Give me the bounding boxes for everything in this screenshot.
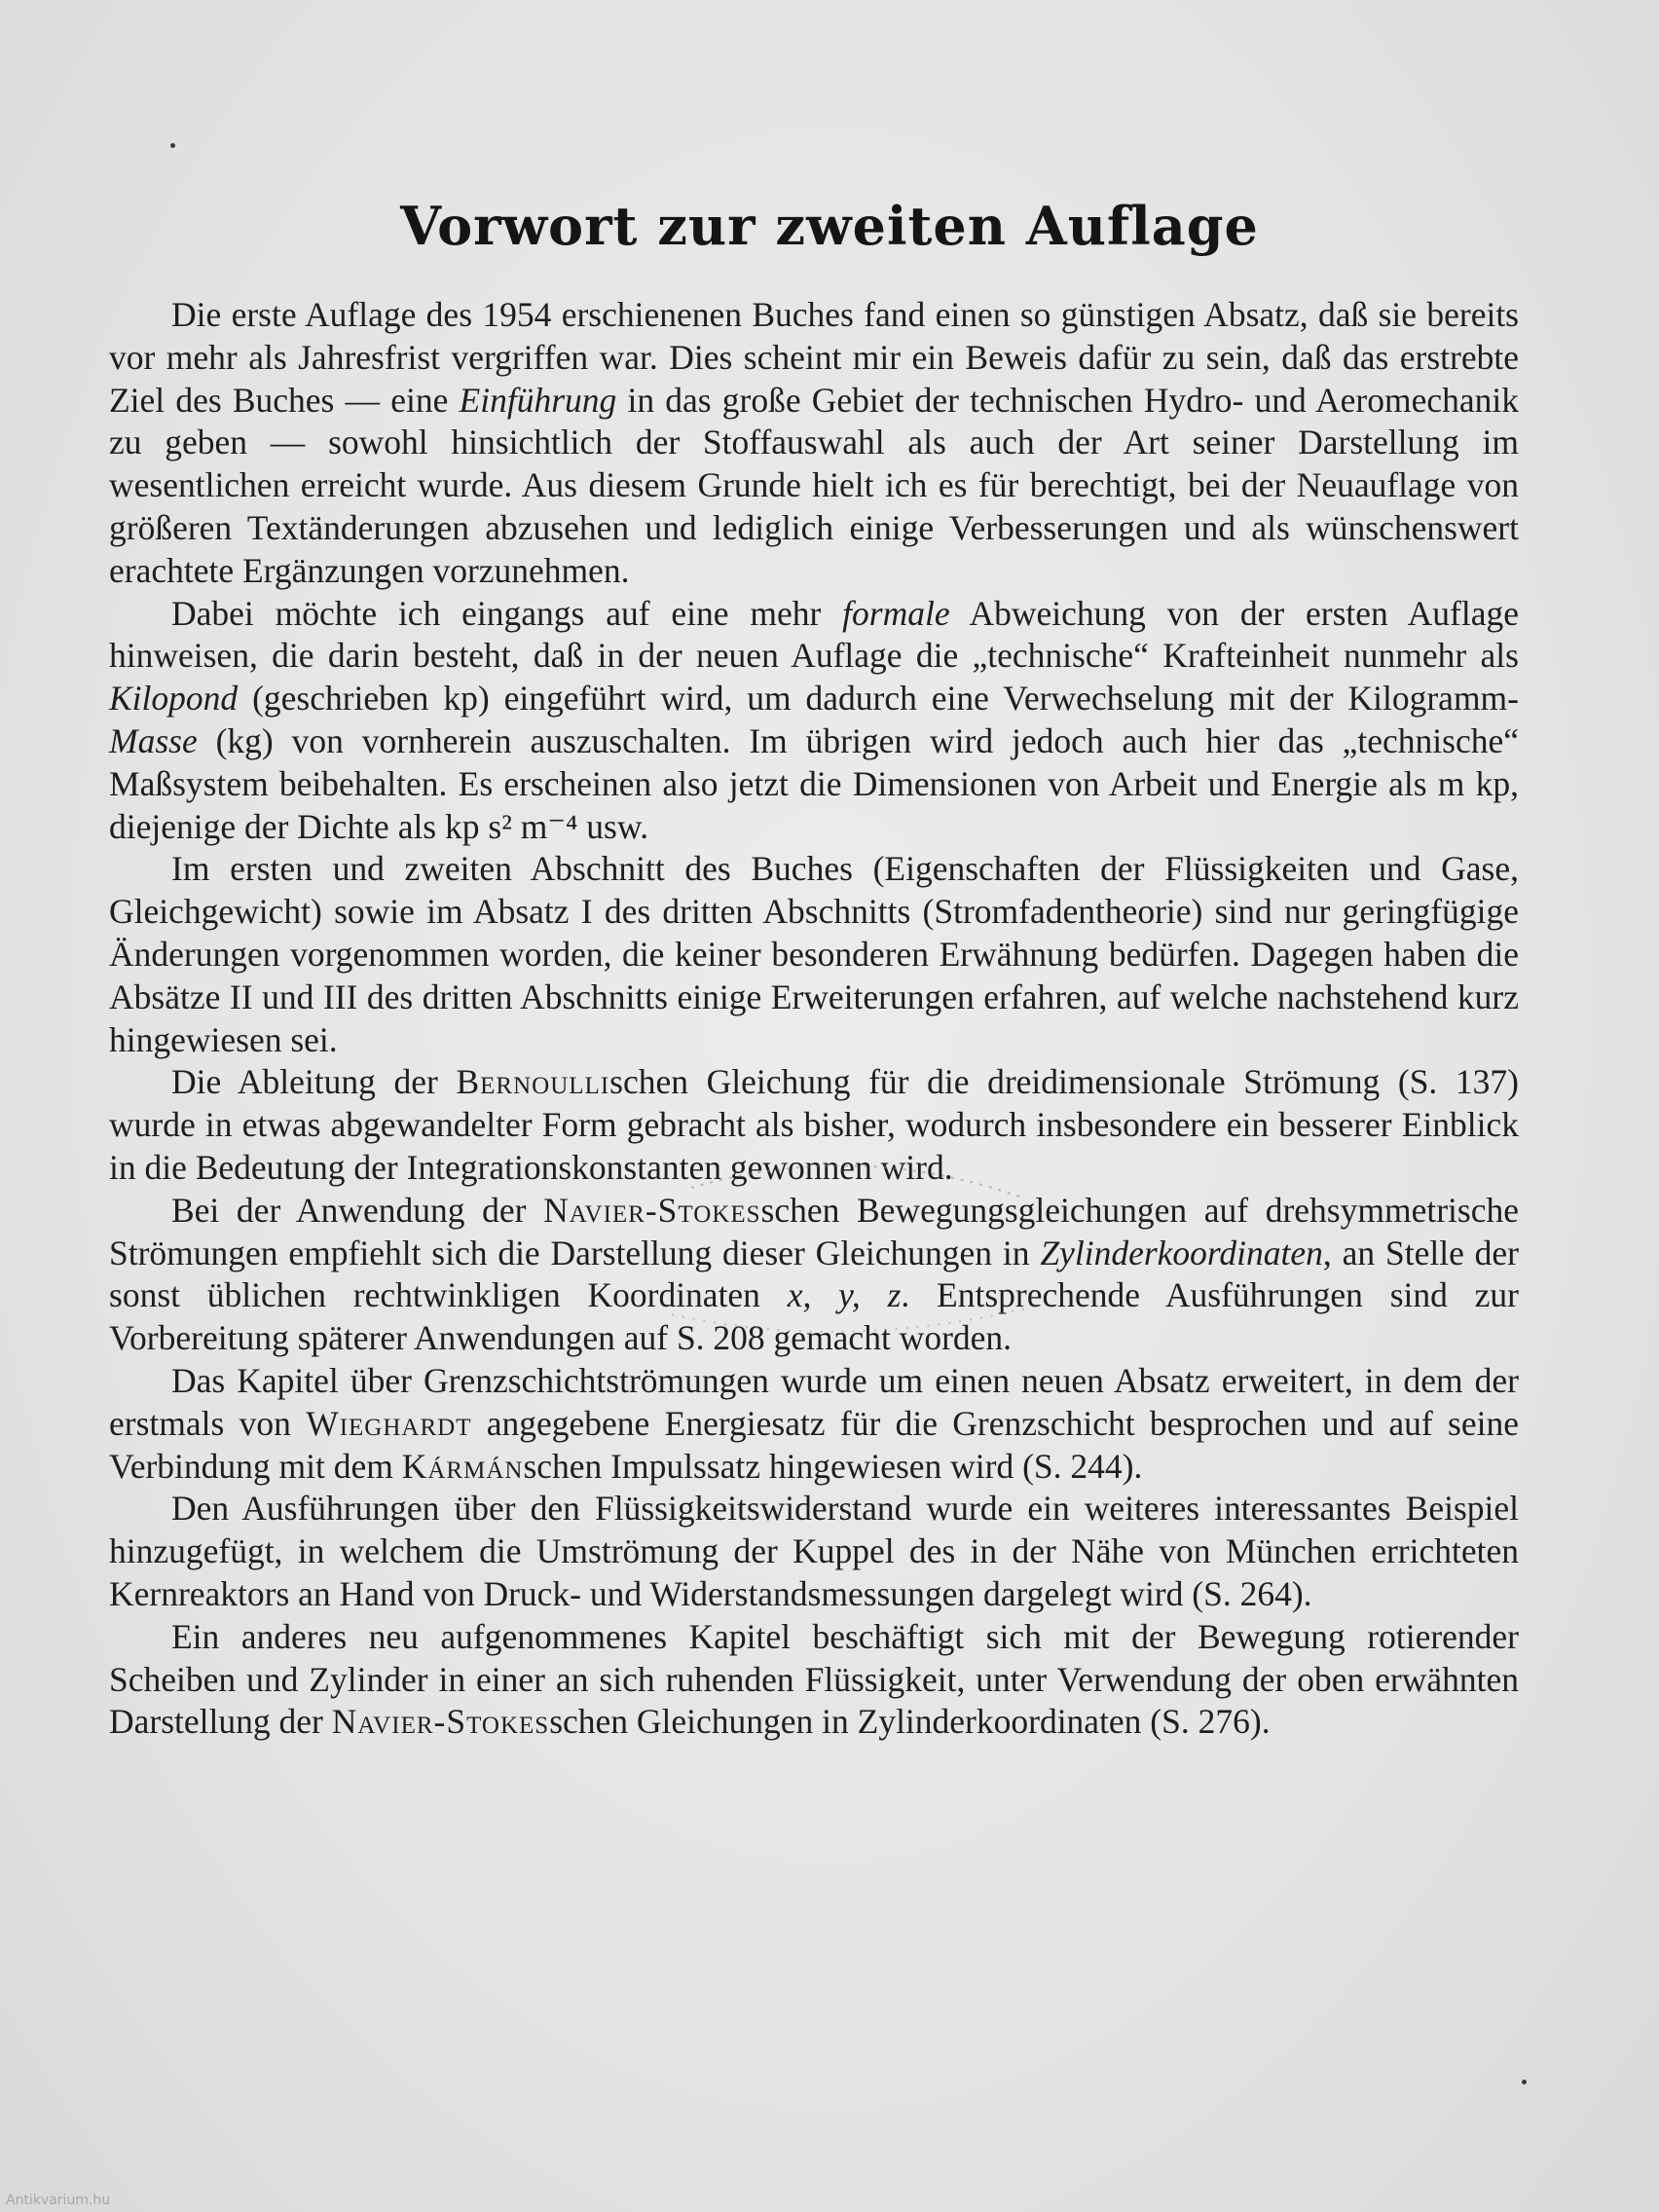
- smallcaps-name: Navier-Stokes: [543, 1190, 761, 1230]
- text-run: Das Kapitel über Grenzschichtströmungen wurde um einen neuen Absatz erweitert, in dem der erstmals von: [109, 1360, 1519, 1443]
- text-run: schen Gleichungen in Zylinderkoordinaten (S. 276).: [549, 1702, 1271, 1742]
- text-run: schen Impulssatz hingewiesen wird (S. 244).: [523, 1446, 1143, 1486]
- paragraph: [109, 1616, 1519, 1744]
- paper-speck: [170, 143, 175, 148]
- text-run: Dabei möchte ich eingangs auf eine mehr: [171, 593, 843, 633]
- text-run: , an Stelle der sonst üblichen rechtwinkligen Koordinaten: [109, 1233, 1519, 1315]
- paper-speck: [1522, 2080, 1527, 2084]
- paragraph: [109, 593, 1519, 849]
- text-run: (kg) von vornherein auszuschalten. Im übrigen wird jedoch auch hier das „technische“ Maßsystem beibehalten. Es erscheinen also jetzt die Dimensionen von Arbeit und Energie als m kp, diejenige der Dichte als kp s² m⁻⁴ usw.: [109, 720, 1519, 846]
- text-run: Abweichung von der ersten Auflage hinweisen, die darin besteht, daß in der neuen Auflage die „technische“ Krafteinheit nunmehr als: [109, 593, 1519, 676]
- text-run: Im ersten und zweiten Abschnitt des Buches (Eigenschaften der Flüssigkeiten und Gase, Gleichgewicht) sowie im Absatz I des dritten Abschnitts (Stromfadentheorie) sind nur geringfügige Änderungen vorgenommen worden, die keiner besonderen Erwähnung bedürfen. Dagegen haben die Absätze II und III des dritten Abschnitts einige Erweiterungen erfahren, auf welche nachstehend kurz hingewiesen sei.: [109, 849, 1519, 1059]
- paragraph: [109, 1488, 1519, 1615]
- text-run: . Entsprechende Ausführungen sind zur Vorbereitung späterer Anwendungen auf S. 208 gemacht worden.: [109, 1275, 1519, 1358]
- smallcaps-name: Navier-Stokes: [331, 1702, 550, 1742]
- paragraph: [109, 1360, 1519, 1488]
- text-run: schen Bewegungsgleichungen auf drehsymmetrische Strömungen empfiehlt sich die Darstellung dieser Gleichungen in: [109, 1190, 1519, 1272]
- text-run: Ein anderes neu aufgenommenes Kapitel beschäftigt sich mit der Bewegung rotierender Scheiben und Zylinder in einer an sich ruhenden Flüssigkeit, unter Verwendung der oben erwähnten Darstellung der: [109, 1616, 1519, 1742]
- watermark-text: Antikvarium.hu: [6, 2193, 111, 2208]
- text-run: Den Ausführungen über den Flüssigkeitswiderstand wurde ein weiteres interessantes Beispiel hinzugefügt, in welchem die Umströmung der Kuppel des in der Nähe von München errichteten Kernreaktors an Hand von Druck- und Widerstandsmessungen dargelegt wird (S. 264).: [109, 1489, 1519, 1613]
- italic-run: x, y, z: [787, 1275, 902, 1315]
- italic-run: formale: [842, 593, 950, 633]
- italic-run: Einführung: [459, 380, 617, 420]
- smallcaps-name: Bernoulli: [456, 1062, 610, 1102]
- text-run: Bei der Anwendung der: [171, 1190, 544, 1230]
- italic-run: Kilopond: [109, 679, 239, 719]
- text-run: in das große Gebiet der technischen Hydro- und Aeromechanik zu geben — sowohl hinsichtlich der Stoffauswahl als auch der Art seiner Darstellung im wesentlichen erreicht wurde. Aus diesem Grunde hielt ich es für berechtigt, bei der Neuauflage von größeren Textänderungen abzusehen und lediglich einige Verbesserungen und als wünschenswert erachtete Ergänzungen vorzunehmen.: [109, 380, 1519, 590]
- italic-run: Masse: [109, 720, 198, 760]
- italic-run: Zylinderkoordinaten: [1040, 1233, 1323, 1272]
- text-run: Die Ableitung der: [171, 1062, 457, 1102]
- smallcaps-name: Wieghardt: [306, 1403, 472, 1443]
- text-run: schen Gleichung für die dreidimensionale Strömung (S. 137) wurde in etwas abgewandelter Form gebracht als bisher, wodurch insbesondere ein besserer Einblick in die Bedeutung der Integrationskonstanten gewonnen wird.: [109, 1062, 1520, 1187]
- text-run: angegebene Energiesatz für die Grenzschicht besprochen und auf seine Verbindung mit dem: [109, 1403, 1520, 1486]
- paragraph: [109, 1061, 1519, 1189]
- paragraph: [109, 848, 1519, 1061]
- paragraph: [109, 294, 1519, 593]
- text-run: (geschrieben kp) eingeführt wird, um dadurch eine Verwechselung mit der Kilogramm-: [238, 679, 1519, 719]
- preface-body: [109, 294, 1519, 1744]
- paragraph: [109, 1190, 1519, 1360]
- page-title: Vorwort zur zweiten Auflage: [400, 195, 1259, 257]
- smallcaps-name: Kármán: [401, 1446, 524, 1486]
- text-run: Die erste Auflage des 1954 erschienenen Buches fand einen so günstigen Absatz, daß sie bereits vor mehr als Jahresfrist vergriffen war. Dies scheint mir ein Beweis dafür zu sein, daß das erstrebte Ziel des Buches — eine: [109, 295, 1519, 420]
